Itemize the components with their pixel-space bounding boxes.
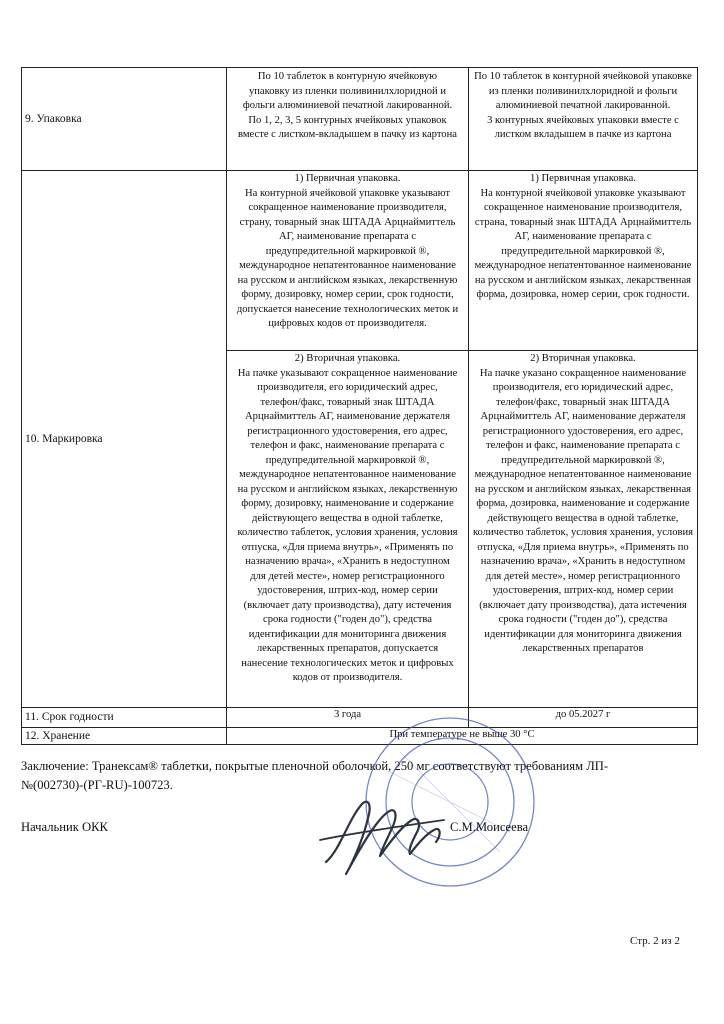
text-line: По 10 таблеток в контурную ячейковую xyxy=(257,71,438,82)
text-line: вместе с листком-вкладышем в пачку из картона xyxy=(238,129,457,140)
text-line: АГ, наименование препарата с xyxy=(278,231,417,242)
text-line: страна, товарный знак ШТАДА Арцнаймиттель xyxy=(474,216,692,228)
text-line: количество таблеток, условия хранения, условия xyxy=(237,527,458,538)
storage-value: При температуре не выше 30 °С xyxy=(227,728,698,745)
text-line: На пачке указано сокращенное наименование xyxy=(479,367,687,379)
text-line: международное непатентованное наименование xyxy=(474,260,692,271)
text-line: телефон и факс, наименование препарата с xyxy=(250,440,445,451)
text-line: назначению врача», «Хранить в недоступном xyxy=(245,556,450,567)
text-line: допускается нанесение технологических меток и xyxy=(236,303,459,315)
text-line: международное непатентованное наименование xyxy=(239,260,456,271)
primary-col1 xyxy=(227,171,469,351)
text-line: предупредительной маркировкой ®, xyxy=(265,245,430,257)
text-line: идентификации для мониторинга движения xyxy=(248,628,447,640)
text-line: форму, дозировку, номер серии, срок годности, xyxy=(241,289,454,300)
marking-primary-row xyxy=(22,171,698,351)
text-line: идентификации для мониторинга движения xyxy=(484,628,682,640)
text-line: действующего вещества в одной таблетке, xyxy=(252,512,443,524)
text-line: международное непатентованное наименование xyxy=(474,469,692,480)
specification-table xyxy=(21,67,698,745)
text-line: на русском и английском языках, лекарственная xyxy=(474,483,692,495)
text-line: По 10 таблеток в контурной ячейковой упаковке xyxy=(474,71,692,82)
text-line: телефон/факс, товарный знак ШТАДА xyxy=(496,396,670,408)
packaging-label: 9. Упаковка xyxy=(22,68,227,171)
text-line: действующего вещества в одной таблетке, xyxy=(487,512,679,524)
text-line: цифровых кодов от производителя. xyxy=(268,318,427,329)
text-line: лекарственных препаратов, допускается xyxy=(256,643,439,654)
text-line: производителя, его юридический адрес, xyxy=(257,382,438,393)
text-line: регистрационного удостоверения, его адрес, xyxy=(247,425,448,437)
secondary-title: 2) Вторичная упаковка. xyxy=(530,353,636,364)
text-line: Арцнаймиттель АГ, наименование держателя xyxy=(245,411,450,422)
text-line: предупредительной маркировкой ®, xyxy=(265,454,430,466)
text-line: для детей месте», номер регистрационного xyxy=(250,570,445,582)
text-line: упаковку из пленки поливинилхлоридной и xyxy=(248,85,447,97)
text-line: количество таблеток, условия хранения, условия xyxy=(472,527,694,538)
text-line: телефон и факс, наименование препарата с xyxy=(486,440,680,451)
text-line: сокращенное наименование производителя, xyxy=(483,202,683,213)
text-line: на русском и английском языках, лекарственную xyxy=(237,274,458,286)
text-line: На пачке указывают сокращенное наименование xyxy=(237,367,458,379)
text-line: на русском и английском языках, лекарственная xyxy=(474,274,692,286)
primary-col2 xyxy=(469,171,698,351)
text-line: удостоверения, штрих-код, номер серии xyxy=(492,585,674,596)
text-line: листком вкладышем в пачке из картона xyxy=(494,129,672,140)
text-line: для детей месте», номер регистрационного xyxy=(485,570,681,582)
text-line: производителя, его юридический адрес, xyxy=(492,382,674,393)
text-line: срока годности ("годен до"), средства xyxy=(498,614,668,625)
secondary-col1 xyxy=(227,351,469,708)
packaging-col2 xyxy=(469,68,698,171)
shelf-life-col2: до 05.2027 г xyxy=(469,708,698,728)
text-line: на русском и английском языках, лекарственную xyxy=(237,483,458,495)
text-line: алюминиевой печатной лакированной. xyxy=(495,100,671,111)
signer-title: Начальник ОКК xyxy=(21,820,108,834)
text-line: форма, дозировка, номер серии, срок годности. xyxy=(476,289,690,300)
storage-label: 12. Хранение xyxy=(22,728,227,745)
text-line: отпуска, «Для приема внутрь», «Применять по xyxy=(241,541,454,553)
text-line: форма, дозировка, наименование и содержание xyxy=(476,498,690,509)
text-line: назначению врача», «Хранить в недоступном xyxy=(480,556,686,567)
text-line: регистрационного удостоверения, его адрес, xyxy=(482,425,684,437)
text-line: сокращенное наименование производителя, xyxy=(248,202,447,213)
text-line: удостоверения, штрих-код, номер серии xyxy=(257,585,438,596)
text-line: На контурной ячейковой упаковке указывают xyxy=(480,187,686,199)
signer-name: С.М.Моисеева xyxy=(450,820,529,834)
primary-title: 1) Первичная упаковка. xyxy=(294,173,401,184)
text-line: международное непатентованное наименование xyxy=(239,469,456,480)
packaging-col1 xyxy=(227,68,469,171)
text-line: Арцнаймиттель АГ, наименование держателя xyxy=(480,411,686,422)
text-line: предупредительной маркировкой ®, xyxy=(501,245,665,257)
text-line: АГ, наименование препарата с xyxy=(514,231,652,242)
text-line: телефон/факс, товарный знак ШТАДА xyxy=(260,396,435,408)
packaging-row xyxy=(22,68,698,171)
secondary-title: 2) Вторичная упаковка. xyxy=(294,353,401,364)
text-line: фольги алюминиевой печатной лакированной. xyxy=(242,100,453,111)
handwritten-signature xyxy=(318,790,448,880)
text-line: По 1, 2, 3, 5 контурных ячейковых упаковок xyxy=(248,114,447,126)
shelf-life-label: 11. Срок годности xyxy=(22,708,227,728)
text-line: форму, дозировку, наименование и содержание xyxy=(241,498,454,509)
secondary-col2 xyxy=(469,351,698,708)
conclusion-line: Заключение: Транексам® таблетки, покрытые пленочной оболочкой, 250 мг соответствуют требованиям ЛП- xyxy=(21,759,609,773)
text-line: отпуска, «Для приема внутрь», «Применять по xyxy=(477,541,689,553)
text-line: нанесение технологических меток и цифровых xyxy=(241,657,454,669)
text-line: лекарственных препаратов xyxy=(522,643,644,654)
marking-label: 10. Маркировка xyxy=(22,171,227,708)
text-line: предупредительной маркировкой ®, xyxy=(501,454,665,466)
conclusion-line: №(002730)-(РГ-RU)-100723. xyxy=(21,778,173,792)
shelf-life-col1: 3 года xyxy=(227,708,469,728)
text-line: страну, товарный знак ШТАДА Арцнаймиттель xyxy=(239,216,456,228)
text-line: из пленки поливинилхлоридной и фольги xyxy=(488,85,678,97)
text-line: На контурной ячейковой упаковке указывают xyxy=(244,187,451,199)
text-line: срока годности ("годен до"), средства xyxy=(263,614,432,625)
page-number: Стр. 2 из 2 xyxy=(630,935,680,947)
text-line: кодов от производителя. xyxy=(292,672,403,683)
text-line: 3 контурных ячейковых упаковки вместе с xyxy=(487,114,679,126)
text-line: (включает дату производства), дата истечения xyxy=(479,599,687,611)
primary-title: 1) Первичная упаковка. xyxy=(530,173,636,184)
text-line: (включает дату производства), дату истечения xyxy=(243,599,452,611)
